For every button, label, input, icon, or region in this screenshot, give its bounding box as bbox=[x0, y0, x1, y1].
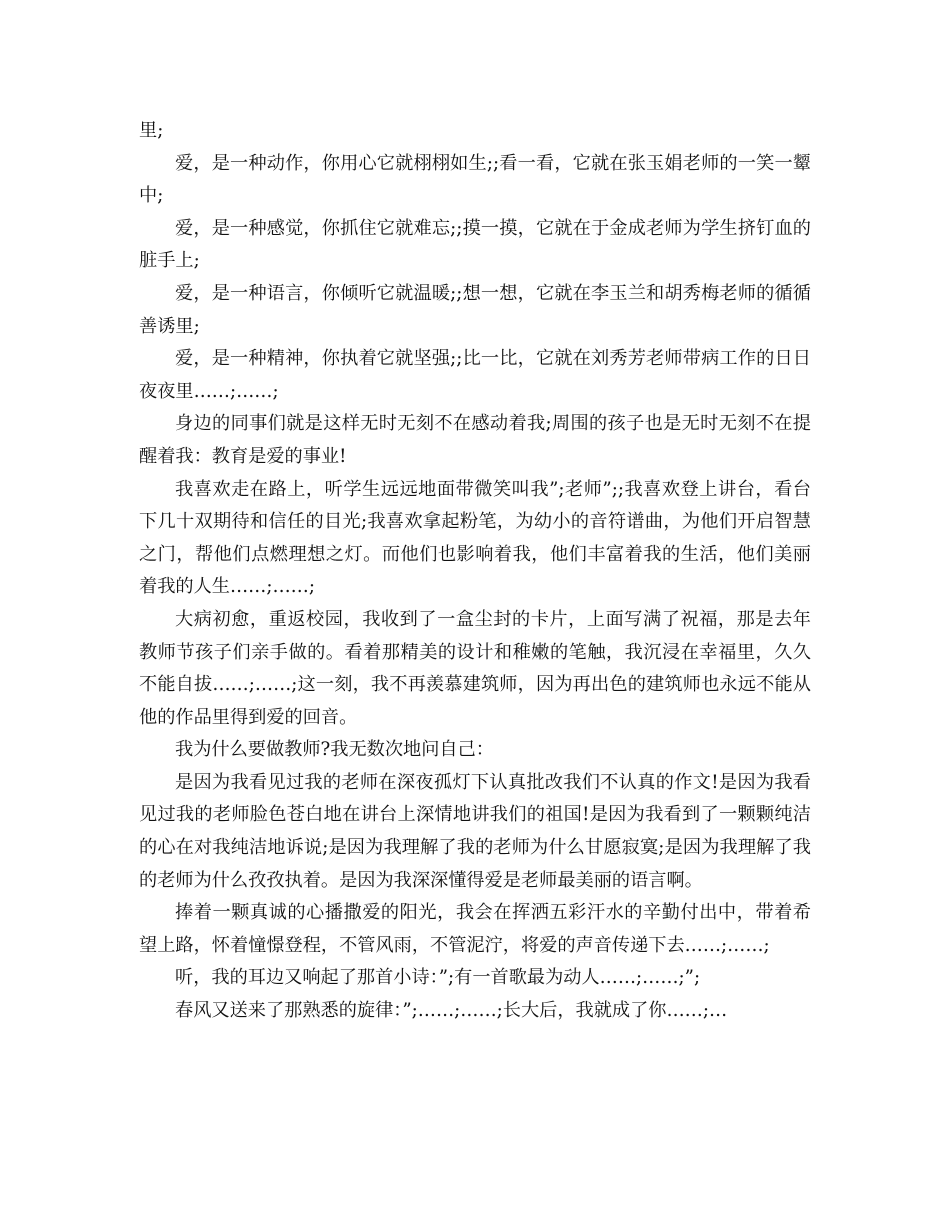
paragraph: 爱，是一种语言，你倾听它就温暖;;想一想，它就在李玉兰和胡秀梅老师的循循善诱里; bbox=[139, 282, 811, 337]
paragraph: 爱，是一种精神，你执着它就坚强;;比一比，它就在刘秀芳老师带病工作的日日夜夜里……;……; bbox=[139, 348, 811, 402]
paragraph: 身边的同事们就是这样无时无刻不在感动着我;周围的孩子也是无时无刻不在提醒着我：教育是爱的事业! bbox=[139, 413, 811, 467]
paragraph: 爱，是一种动作，你用心它就栩栩如生;;看一看，它就在张玉娟老师的一笑一颦中; bbox=[139, 152, 811, 207]
paragraph: 春风又送来了那熟悉的旋律：”;……;……;长大后，我就成了你……;… bbox=[175, 1000, 728, 1022]
document-body bbox=[139, 115, 811, 1028]
paragraph: 里; bbox=[139, 120, 164, 141]
paragraph: 我为什么要做教师?我无数次地问自己： bbox=[175, 739, 494, 761]
paragraph: 听，我的耳边又响起了那首小诗：”;有一首歌最为动人……;……;”; bbox=[175, 967, 701, 989]
paragraph: 捧着一颗真诚的心播撒爱的阳光，我会在挥洒五彩汗水的辛勤付出中，带着希望上路，怀着憧憬登程，不管风雨，不管泥泞，将爱的声音传递下去……;……; bbox=[139, 902, 811, 956]
paragraph: 大病初愈，重返校园，我收到了一盒尘封的卡片，上面写满了祝福，那是去年教师节孩子们亲手做的。看着那精美的设计和稚嫩的笔触，我沉浸在幸福里，久久不能自拔……;……;这一刻，我不再羡慕建筑师，因为再出色的建筑师也永远不能从他的作品里得到爱的回音。 bbox=[139, 608, 811, 728]
paragraph: 我喜欢走在路上，听学生远远地面带微笑叫我”;老师”;;我喜欢登上讲台，看台下几十双期待和信任的目光;我喜欢拿起粉笔，为幼小的音符谱曲，为他们开启智慧之门，帮他们点燃理想之灯。而他们也影响着我，他们丰富着我的生活，他们美丽着我的人生……;……; bbox=[139, 478, 811, 598]
paragraph: 是因为我看见过我的老师在深夜孤灯下认真批改我们不认真的作文!是因为我看见过我的老师脸色苍白地在讲台上深情地讲我们的祖国!是因为我看到了一颗颗纯洁的心在对我纯洁地诉说;是因为我理解了我的老师为什么甘愿寂寞;是因为我理解了我的老师为什么孜孜执着。是因为我深深懂得爱是老师最美丽的语言啊。 bbox=[139, 771, 811, 891]
paragraph: 爱，是一种感觉，你抓住它就难忘;;摸一摸，它就在于金成老师为学生挤钉血的脏手上; bbox=[139, 217, 811, 272]
